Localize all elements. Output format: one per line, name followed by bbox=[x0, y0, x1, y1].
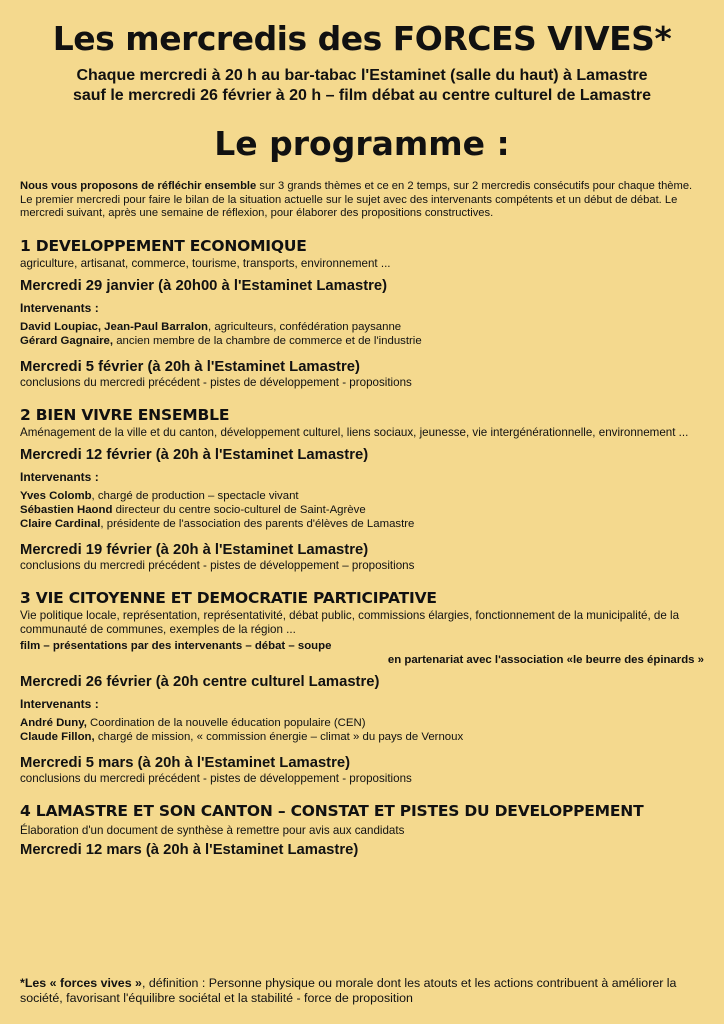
section-desc: Vie politique locale, représentation, représentativité, débat public, commissions élargies, fonctionnement de la municipalité, de la communauté de communes, exemples de la région ... bbox=[20, 608, 680, 636]
speaker-name: Sébastien Haond bbox=[20, 503, 113, 516]
meeting-date: Mercredi 12 mars (à 20h à l'Estaminet Lamastre) bbox=[20, 841, 359, 858]
speakers-label: Intervenants : bbox=[20, 696, 99, 711]
section-desc: Élaboration d'un document de synthèse à remettre pour avis aux candidats bbox=[20, 823, 405, 837]
meeting-date: Mercredi 19 février (à 20h à l'Estaminet Lamastre) bbox=[20, 541, 369, 558]
speaker-name: Yves Colomb bbox=[20, 489, 92, 502]
speaker-name: David Loupiac, Jean-Paul Barralon bbox=[20, 320, 208, 333]
speaker-name: Gérard Gagnaire, bbox=[20, 334, 114, 347]
section-title: 4 LAMASTRE ET SON CANTON – CONSTAT ET PISTES DU DEVELOPPEMENT bbox=[20, 801, 644, 820]
section-title: 2 BIEN VIVRE ENSEMBLE bbox=[20, 405, 230, 424]
main-title: Les mercredis des FORCES VIVES* bbox=[52, 19, 672, 58]
speakers-list bbox=[20, 716, 710, 744]
speakers-label: Intervenants : bbox=[20, 300, 99, 315]
speaker-role: Coordination de la nouvelle éducation populaire (CEN) bbox=[86, 716, 366, 729]
speaker bbox=[20, 320, 710, 334]
speaker-name: André Duny, bbox=[20, 716, 87, 729]
speakers-list bbox=[20, 489, 710, 531]
speaker-name: Claude Fillon, bbox=[20, 730, 95, 743]
section-title: 3 VIE CITOYENNE ET DEMOCRATIE PARTICIPATIVE bbox=[20, 588, 437, 607]
footnote bbox=[20, 976, 710, 1006]
speaker bbox=[20, 517, 710, 531]
meeting-date: Mercredi 26 février (à 20h centre culturel Lamastre) bbox=[20, 673, 380, 690]
footnote-bold: *Les « forces vives » bbox=[20, 976, 142, 990]
programme-intro bbox=[20, 180, 706, 221]
intro-bold: Nous vous proposons de réfléchir ensemble bbox=[20, 180, 257, 192]
footnote-rest: , définition : Personne physique ou morale dont les atouts et les actions contribuent à améliorer la société, favorisant l'équilibre sociétal et la stabilité - force de proposition bbox=[20, 976, 677, 1005]
film-line: film – présentations par des intervenants – débat – soupe bbox=[20, 639, 332, 652]
intro-rest: sur 3 grands thèmes et ce en 2 temps, sur 2 mercredis consécutifs pour chaque thème. Le premier mercredi pour faire le bilan de la situation actuelle sur le sujet avec des intervenants compétents et un début de débat. Le mercredi suivant, après une semaine de réflexion, pour élaborer des propositions constructives. bbox=[20, 180, 693, 219]
partner-line: en partenariat avec l'association «le beurre des épinards » bbox=[387, 653, 704, 666]
meeting-date: Mercredi 5 février (à 20h à l'Estaminet Lamastre) bbox=[20, 358, 360, 375]
meeting-date: Mercredi 29 janvier (à 20h00 à l'Estaminet Lamastre) bbox=[20, 277, 388, 294]
meeting-conclusion: conclusions du mercredi précédent - pistes de développement - propositions bbox=[20, 375, 412, 389]
speaker-role: directeur du centre socio-culturel de Saint-Agrève bbox=[112, 503, 366, 516]
section-1 bbox=[14, 237, 710, 390]
subtitle-line-1: Chaque mercredi à 20 h au bar-tabac l'Estaminet (salle du haut) à Lamastre bbox=[76, 67, 648, 84]
speaker-role: , agriculteurs, confédération paysanne bbox=[208, 320, 402, 333]
section-desc: agriculture, artisanat, commerce, tourisme, transports, environnement ... bbox=[20, 256, 391, 270]
subtitle bbox=[14, 66, 710, 106]
meeting-conclusion: conclusions du mercredi précédent - pistes de développement – propositions bbox=[20, 558, 415, 572]
speaker bbox=[20, 716, 710, 730]
section-title: 1 DEVELOPPEMENT ECONOMIQUE bbox=[20, 236, 307, 255]
section-4 bbox=[14, 802, 710, 859]
speakers-label: Intervenants : bbox=[20, 469, 99, 484]
section-2 bbox=[14, 406, 710, 573]
meeting-date: Mercredi 12 février (à 20h à l'Estaminet Lamastre) bbox=[20, 446, 369, 463]
speaker bbox=[20, 489, 710, 503]
meeting-date: Mercredi 5 mars (à 20h à l'Estaminet Lamastre) bbox=[20, 754, 351, 771]
programme-title: Le programme : bbox=[214, 124, 510, 163]
speaker bbox=[20, 503, 710, 517]
speaker-role: , chargé de production – spectacle vivant bbox=[91, 489, 299, 502]
speaker bbox=[20, 730, 710, 744]
speaker-name: Claire Cardinal bbox=[20, 517, 101, 530]
section-3 bbox=[14, 589, 710, 786]
subtitle-line-2: sauf le mercredi 26 février à 20 h – film débat au centre culturel de Lamastre bbox=[72, 87, 652, 104]
speakers-list bbox=[20, 320, 710, 348]
speaker-role: , présidente de l'association des parents d'élèves de Lamastre bbox=[100, 517, 415, 530]
section-desc: Aménagement de la ville et du canton, développement culturel, liens sociaux, jeunesse, vie intergénérationnelle, environnement ... bbox=[20, 425, 689, 439]
speaker-role: chargé de mission, « commission énergie – climat » du pays de Vernoux bbox=[94, 730, 464, 743]
speaker bbox=[20, 334, 710, 348]
speaker-role: ancien membre de la chambre de commerce et de l'industrie bbox=[113, 334, 422, 347]
meeting-conclusion: conclusions du mercredi précédent - pistes de développement - propositions bbox=[20, 771, 412, 785]
